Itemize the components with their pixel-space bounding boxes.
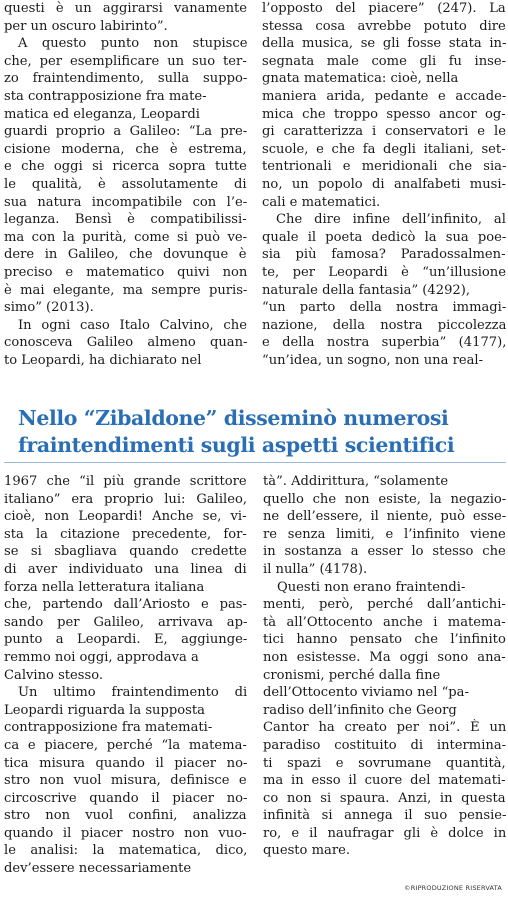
text-line: tentrionali e meridionali che sia- [262,159,506,175]
text-line: il nulla” (4178). [263,561,368,577]
text-line: Questi non erano fraintendi- [277,579,466,595]
text-line: ti spazi e sovrumane quantità, [263,755,506,771]
text-line: Che dire infine dell’infinito, al [276,212,506,228]
section-headline [18,405,506,459]
article-paragraph [262,211,506,369]
text-line: tici hanno pensato che l’infinito [263,632,506,648]
text-line: stro non vuol confini, analizza [4,808,247,824]
text-line: In ogni caso Italo Calvino, che [18,317,247,333]
text-line: le analisi: la matematica, dico, [4,843,247,859]
text-line: matica ed eleganza, Leopardi [4,106,200,122]
text-line: A questo punto non stupisce [18,36,247,52]
text-line: remmo noi oggi, approdava a [4,649,199,665]
text-line: forza nella letteratura italiana [4,579,205,595]
text-line: guardi proprio a Galileo: “La pre- [4,124,247,140]
text-line: cioè, non Leopardi! Anche se, vi- [4,509,247,525]
headline-divider [4,462,506,463]
text-line: conosceva Galileo almeno quan- [4,335,247,351]
top-left-column [4,0,247,369]
text-line: tica misura quando il piacer no- [4,755,247,771]
text-line: scuole, e che fa degli italiani, set- [262,141,506,157]
article-paragraph [262,0,506,211]
text-line: dere in Galileo, che dovunque è [4,247,247,263]
text-line: questo mare. [263,843,350,859]
headline-line-1: Nello “Zibaldone” disseminò numerosi [18,406,449,430]
text-line: cali e matematici. [262,194,381,210]
text-line: ro, e il naufragar gli è dolce in [263,825,506,841]
text-line: quale il poeta dedicò la sua poe- [262,229,506,245]
text-line: gi caratterizza i conservatori e le [262,124,506,140]
text-line: dev’essere necessariamente [4,861,192,877]
text-line: che, partendo dall’Ariosto e pas- [4,597,247,613]
text-line: le qualità, è assolutamente di [4,176,247,192]
text-line: sando per Galileo, arrivava ap- [4,614,247,630]
text-line: te, per Leopardi è “un’illusione [262,264,506,280]
text-line: infinità si annega il suo pensie- [263,808,506,824]
text-line: segnata male come gli fu inse- [262,53,506,69]
article-paragraph [263,473,506,579]
text-line: naturale della fantasia” (4292), [262,282,470,298]
text-line: sia più famosa? Paradossalmen- [262,247,506,263]
text-line: no, un popolo di analfabeti musi- [262,176,506,192]
headline-line-2: fraintendimenti sugli aspetti scientifici [18,433,455,457]
text-line: menti, però, perché dall’antichi- [263,597,506,613]
text-line: questi è un aggirarsi vanamente [4,1,247,16]
article-paragraph [4,35,247,317]
text-line: maniera arida, pedante e accade- [262,88,506,104]
text-line: quando il piacer nostro non vuo- [4,825,247,841]
bottom-left-column [4,473,247,878]
article-paragraph [4,0,247,35]
text-line: Un ultimo fraintendimento di [18,685,247,701]
text-line: nazione, della nostra piccolezza [262,317,506,333]
text-line: punto a Leopardi. E, aggiunge- [4,632,247,648]
text-line: leganza. Bensì è compatibilissi- [4,212,247,228]
text-line: contrapposizione fra matemati- [4,720,213,736]
text-line: che, per esemplificare un suo ter- [4,53,247,69]
text-line: Leopardi riguarda la supposta [4,702,205,718]
text-line: cronismi, perché dalla fine [263,667,441,683]
article-paragraph [263,579,506,861]
text-line: non esistesse. Ma oggi sono ana- [263,649,506,665]
text-line: ma in esso il cuore del matemati- [263,773,506,789]
text-line: preciso e matematico quivi non [4,264,247,280]
text-line: gnata matematica: cioè, nella [262,71,459,87]
text-line: “un’idea, un sogno, non una real- [262,352,483,368]
text-line: tà all’Ottocento anche i matema- [263,614,506,630]
text-line: è mai elegante, ma sempre puris- [4,282,247,298]
text-line: cisione moderna, che è estrema, [4,141,247,157]
text-line: mica che troppo spesso ancor og- [262,106,506,122]
text-line: sta la citazione precedente, for- [4,526,247,542]
text-line: paradiso costituito di intermina- [263,737,506,753]
text-line: 1967 che “il più grande scrittore [4,474,247,489]
copyright-notice: ©RIPRODUZIONE RISERVATA [404,884,502,892]
article-paragraph [4,473,247,684]
text-line: in sostanza a esser lo stesso che [263,544,506,560]
text-line: quello che non esiste, la negazio- [263,491,506,507]
text-line: stro non vuol misura, definisce e [4,773,247,789]
text-line: Cantor ha creato per noi”. È un [263,720,506,736]
text-line: stessa cosa avrebbe potuto dire [262,18,506,34]
text-line: tà”. Addirittura, “solamente [263,474,449,489]
text-line: l’opposto del piacere” (247). La [262,1,506,16]
text-line: to Leopardi, ha dichiarato nel [4,352,202,368]
text-line: circoscrive quando il piacer no- [4,790,247,806]
text-line: zo fraintendimento, sulla suppo- [4,71,247,87]
text-line: “un parto della nostra immagi- [262,300,506,316]
top-right-column [262,0,506,369]
text-line: per un oscuro labirinto”. [4,18,168,34]
text-line: e della nostra superbia” (4177), [262,335,506,351]
text-line: ca e piacere, perché “la matema- [4,737,247,753]
text-line: di aver individuato una linea di [4,561,247,577]
article-paragraph [4,317,247,370]
text-line: sta contrapposizione fra mate- [4,88,207,104]
article-paragraph [4,684,247,878]
text-line: simo” (2013). [4,300,94,316]
text-line: se si sbagliava quando credette [4,544,247,560]
text-line: co non si spaura. Anzi, in questa [263,790,506,806]
text-line: dell’Ottocento viviamo nel “pa- [263,685,469,701]
text-line: della musica, se gli fosse stata in- [262,36,506,52]
text-line: ma con la purità, come si può ve- [4,229,247,245]
text-line: Calvino stesso. [4,667,104,683]
text-line: ne dell’essere, il niente, può esse- [263,509,506,525]
text-line: re senza limiti, e l’infinito viene [263,526,506,542]
text-line: e che oggi si ricerca sopra tutte [4,159,247,175]
text-line: italiano” era proprio lui: Galileo, [4,491,247,507]
text-line: sua natura incompatibile con l’e- [4,194,247,210]
text-line: radiso dell’infinito che Georg [263,702,457,718]
bottom-right-column [263,473,506,860]
